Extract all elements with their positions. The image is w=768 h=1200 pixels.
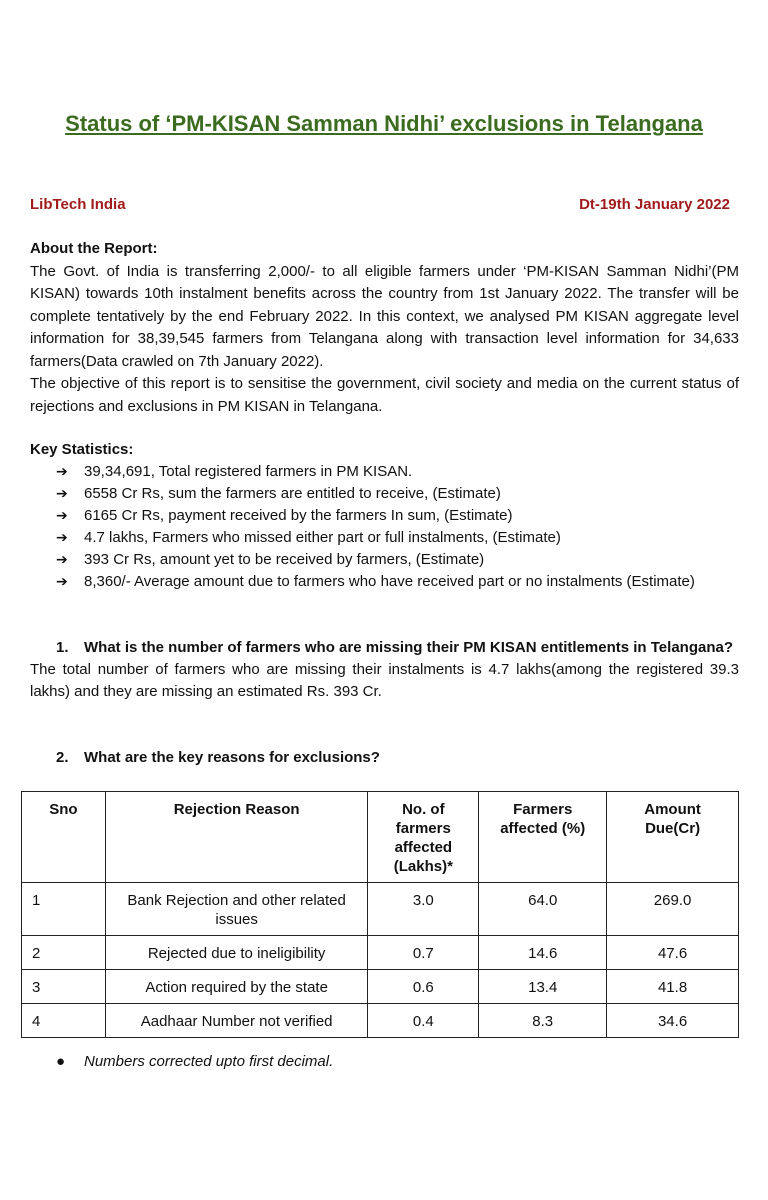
right-arrow-icon: ➔ [56, 486, 68, 502]
list-item [30, 527, 739, 549]
right-arrow-icon: ➔ [56, 574, 68, 590]
table-cell: 41.8 [607, 970, 739, 1004]
column-header: Sno [22, 792, 106, 883]
column-header: No. of farmers affected (Lakhs)* [368, 792, 479, 883]
table-cell: Action required by the state [105, 970, 367, 1004]
table-cell: Rejected due to ineligibility [105, 936, 367, 970]
table-footnote [56, 1051, 333, 1073]
right-arrow-icon: ➔ [56, 530, 68, 546]
table-cell: 47.6 [607, 936, 739, 970]
report-title: Status of ‘PM-KISAN Samman Nidhi’ exclusions in Telangana [65, 111, 703, 136]
question-1-answer: The total number of farmers who are missing their instalments is 4.7 lakhs(among the registered 39.3 lakhs) and they are missing an estimated Rs. 393 Cr. [30, 661, 739, 700]
table-row [22, 936, 739, 970]
table-cell: Bank Rejection and other related issues [105, 883, 367, 936]
question-2-section [30, 747, 739, 769]
statistic-text: 39,34,691, Total registered farmers in PM KISAN. [84, 463, 413, 480]
key-statistics-list [30, 461, 739, 593]
right-arrow-icon: ➔ [56, 464, 68, 480]
table-row [22, 1004, 739, 1038]
key-statistics-heading: Key Statistics: [30, 441, 134, 458]
question-text: What is the number of farmers who are missing their PM KISAN entitlements in Telangana? [84, 639, 733, 656]
statistic-text: 8,360/- Average amount due to farmers who have received part or no instalments (Estimate) [84, 573, 695, 590]
question-2 [30, 747, 739, 769]
question-text: What are the key reasons for exclusions? [84, 749, 380, 766]
table-cell: 3 [22, 970, 106, 1004]
list-item [30, 483, 739, 505]
table-cell: 3.0 [368, 883, 479, 936]
table-cell: 34.6 [607, 1004, 739, 1038]
statistic-text: 393 Cr Rs, amount yet to be received by farmers, (Estimate) [84, 551, 485, 568]
table-cell: 0.4 [368, 1004, 479, 1038]
table-cell: 8.3 [479, 1004, 607, 1038]
statistic-text: 6165 Cr Rs, payment received by the farmers In sum, (Estimate) [84, 507, 513, 524]
organization-name: LibTech India [30, 196, 126, 213]
table-cell: 13.4 [479, 970, 607, 1004]
question-number: 2. [56, 749, 69, 766]
footnote-text: Numbers corrected upto first decimal. [84, 1053, 334, 1070]
question-1 [30, 637, 739, 659]
statistic-text: 4.7 lakhs, Farmers who missed either part or full instalments, (Estimate) [84, 529, 561, 546]
rejection-reasons-table [21, 791, 739, 1038]
question-1-section [30, 637, 739, 703]
column-header: Amount Due(Cr) [607, 792, 739, 883]
about-heading: About the Report: [30, 240, 158, 257]
right-arrow-icon: ➔ [56, 552, 68, 568]
question-number: 1. [56, 639, 69, 656]
table-row [22, 883, 739, 936]
table-cell: Aadhaar Number not verified [105, 1004, 367, 1038]
table-cell: 2 [22, 936, 106, 970]
list-item [30, 549, 739, 571]
table-cell: 14.6 [479, 936, 607, 970]
table-cell: 0.6 [368, 970, 479, 1004]
table-cell: 0.7 [368, 936, 479, 970]
table-header-row [22, 792, 739, 883]
about-paragraph-2: The objective of this report is to sensitise the government, civil society and media on the current status of rejections and exclusions in PM KISAN in Telangana. [30, 375, 739, 415]
table-cell: 1 [22, 883, 106, 936]
list-item [30, 571, 739, 593]
column-header: Rejection Reason [105, 792, 367, 883]
report-date: Dt-19th January 2022 [579, 196, 730, 213]
key-statistics-section [30, 439, 739, 593]
table-row [22, 970, 739, 1004]
statistic-text: 6558 Cr Rs, sum the farmers are entitled to receive, (Estimate) [84, 485, 501, 502]
about-section [30, 238, 739, 418]
column-header: Farmers affected (%) [479, 792, 607, 883]
table-cell: 4 [22, 1004, 106, 1038]
right-arrow-icon: ➔ [56, 508, 68, 524]
list-item [30, 461, 739, 483]
about-paragraph-1: The Govt. of India is transferring 2,000/- to all eligible farmers under ‘PM-KISAN Samman Nidhi’(PM KISAN) towards 10th instalment benefits across the country from 1st January 2022. The transfer will be complete tentatively by the end February 2022. In this context, we analysed PM KISAN aggregate level information for 38,39,545 farmers from Telangana along with transaction level information for 34,633 farmers(Data crawled on 7th January 2022). [30, 262, 739, 370]
bullet-icon: ● [56, 1053, 66, 1070]
table-cell: 269.0 [607, 883, 739, 936]
list-item [30, 505, 739, 527]
table-cell: 64.0 [479, 883, 607, 936]
